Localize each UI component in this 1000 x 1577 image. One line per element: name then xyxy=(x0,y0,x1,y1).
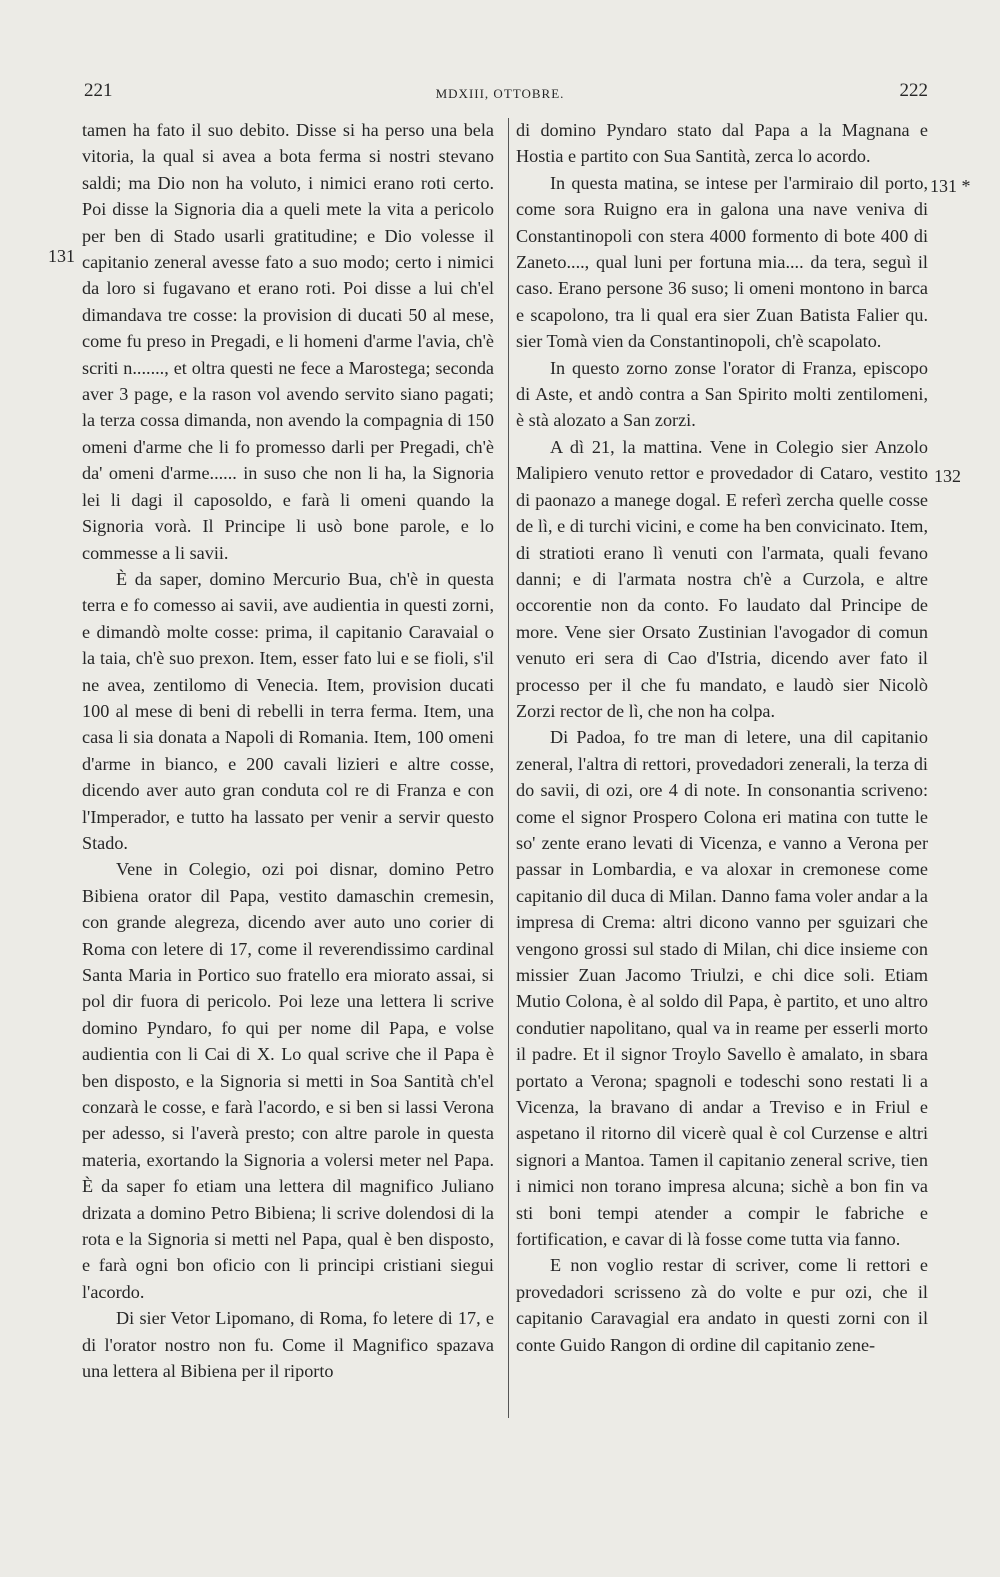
column-divider xyxy=(508,118,509,1418)
paragraph: E non voglio restar di scriver, come li rettori e provedadori scrisseno zà do volte e pur ozi, che il capitanio Caravagial era andato in questi zorni con il conte Guido Rangon di ordine dil capitanio zene- xyxy=(516,1255,928,1355)
margin-note-left: 131 xyxy=(48,246,75,266)
paragraph: Vene in Colegio, ozi poi disnar, domino Petro Bibiena orator dil Papa, vestito damaschin cremesin, con grande alegreza, dicendo aver auto uno corier di Roma con letere di 17, come il reverendissimo cardinal Santa Maria in Portico suo fratello era miorato assai, si pol dir fuora di pericolo. Poi leze una lettera li scrive domino Pyndaro, fo qui per nome dil Papa, e volse audientia con li Cai di X. Lo qual scrive che il Papa è ben disposto, e la Signoria si metti in Soa Santità ch'el conzarà le cosse, e farà l'acordo, e si ben si lassi Verona per adesso, si l'averà presto; con altre parole in questa materia, exortando la Signoria a volersi meter nel Papa. È da saper fo etiam una lettera dil magnifico Juliano drizata a domino Petro Bibiena; li scrive dolendosi di la rota e la Signoria si metti nel Papa, qual è ben disposto, e farà ogni bon oficio con li principi cristiani siegui l'acordo. xyxy=(82,859,494,1302)
margin-note-right-1: 131 * xyxy=(930,176,971,196)
page-number-right: 222 xyxy=(899,80,928,101)
paragraph: In questo zorno zonse l'orator di Franza, episcopo di Aste, et andò contra a San Spirito molti zentilomeni, è stà alozato a San zorzi. xyxy=(516,357,928,431)
running-title: MDXIII, OTTOBRE. xyxy=(435,86,565,101)
right-column xyxy=(516,117,928,1358)
page-number-left: 221 xyxy=(84,80,113,101)
paragraph: In questa matina, se intese per l'armiraio dil porto, come sora Ruigno era in galona una nave veniva di Constantinopoli con stera 4000 formento di bote 400 di Zaneto...., qual luni per fortuna mia.... da tera, seguì il caso. Erano persone 36 suso; li omeni montono in barca e scapolono, tra li qual era sier Zuan Batista Falier qu. sier Tomà vien da Constantinopoli, ch'è scapolato. xyxy=(516,172,928,352)
paragraph: Di Padoa, fo tre man di letere, una dil capitanio zeneral, l'altra di rettori, provedadori zenerali, la terza di do savii, di ozi, ore 4 di note. In consonantia scriveno: come el signor Prospero Colona eri matina con tutte le so' zente erano levati di Vicenza, e vanno a Verona per passar in Lombardia, e va aloxar in cremonese come capitanio dil duca di Milan. Danno fama voler andar a la impresa di Crema: altri dicono vanno per sguizari che vengono grossi sul stado di Milan, chi dice insieme con missier Zuan Jacomo Triulzi, e chi dice soli. Etiam Mutio Colona, è al soldo dil Papa, è partito, et uno altro condutier napolitano, qual va in reame per esserli morto il padre. Et il signor Troylo Savello è amalato, in sbara portato a Verona; spagnoli e todeschi sono restati li a Vicenza, la bravano di andar a Treviso e in Friul e aspetano il ritorno dil vicerè qual è col Curzense e altri signori a Mantoa. Tamen il capitanio zeneral scrive, tien i nimici non torano impresa alcuna; sichè a bon fin va sti boni tempi atender a compir le fabriche e fortification, e cavar di là fosse come tutta via fanno. xyxy=(516,727,928,1250)
paragraph: tamen ha fato il suo debito. Disse si ha perso una bela vitoria, la qual si avea a bota ferma si nostri stevano saldi; ma Dio non ha voluto, i nimici erano roti certo. Poi disse la Signoria dia a queli mete la vita a pericolo per ben di Stado usarli gratitudine; e Dio volesse il capitanio zeneral avesse fato a suo modo; certo i nimici da loro si fugavano et erano roti. Poi disse a lui ch'el dimandava tre cosse: la provision di ducati 50 al mese, come fu preso in Pregadi, e li homeni d'arme l'avia, ch'è scriti n......., et oltra questi ne fece a Marostega; seconda aver 3 page, e la rason vol avendo servito siano pagati; la terza cossa dimanda, non avendo la compagnia di 150 omeni d'arme che li fo promesso darli per Pregadi, ch'è da' omeni d'arme...... in suso che non li ha, la Signoria lei li dagi il caposoldo, e farà li omeni quando la Signoria vorà. Il Principe li usò bone parole, e lo commesse a li savii. xyxy=(82,120,494,563)
paragraph: Di sier Vetor Lipomano, di Roma, fo letere di 17, e di l'orator nostro non fu. Come il Magnifico spazava una lettera al Bibiena per il riporto xyxy=(82,1308,494,1382)
margin-note-right-2: 132 xyxy=(934,466,961,486)
left-column xyxy=(82,117,494,1385)
paragraph: È da saper, domino Mercurio Bua, ch'è in questa terra e fo comesso ai savii, ave audientia in questi zorni, e dimandò molte cosse: prima, il capitanio Caravaial o la taia, ch'è suo prexon. Item, esser fato lui e se fioli, s'il ne avea, zentilomo di Venecia. Item, provision ducati 100 al mese di beni di rebelli in terra ferma. Item, una casa li sia donata a Napoli di Romania. Item, 100 omeni d'arme in bianco, e 200 cavali lizieri e altre cosse, dicendo aver auto gran conduta col re di Franza e con l'Imperador, e tutto ha lassato per venir a servir questo Stado. xyxy=(82,568,494,853)
paragraph: A dì 21, la mattina. Vene in Colegio sier Anzolo Malipiero venuto rettor e provedador di Cataro, vestito di paonazo a manege dogal. E referì zercha quelle cosse de lì, e di turchi vicini, e come ha ben convicinato. Item, di stratioti erano lì venuti con l'armata, quali fevano danni; e di l'armata nostra ch'è a Curzola, e altre occorentie non da conto. Fo laudato dal Principe de more. Vene sier Orsato Zustinian l'avogador di comun venuto eri sera di Cao d'Istria, dicendo aver fato il processo per il che fu mandato, e laudò sier Nicolò Zorzi rector de lì, che non ha colpa. xyxy=(516,436,928,721)
paragraph: di domino Pyndaro stato dal Papa a la Magnana e Hostia e partito con Sua Santità, zerca lo acordo. xyxy=(516,120,928,167)
